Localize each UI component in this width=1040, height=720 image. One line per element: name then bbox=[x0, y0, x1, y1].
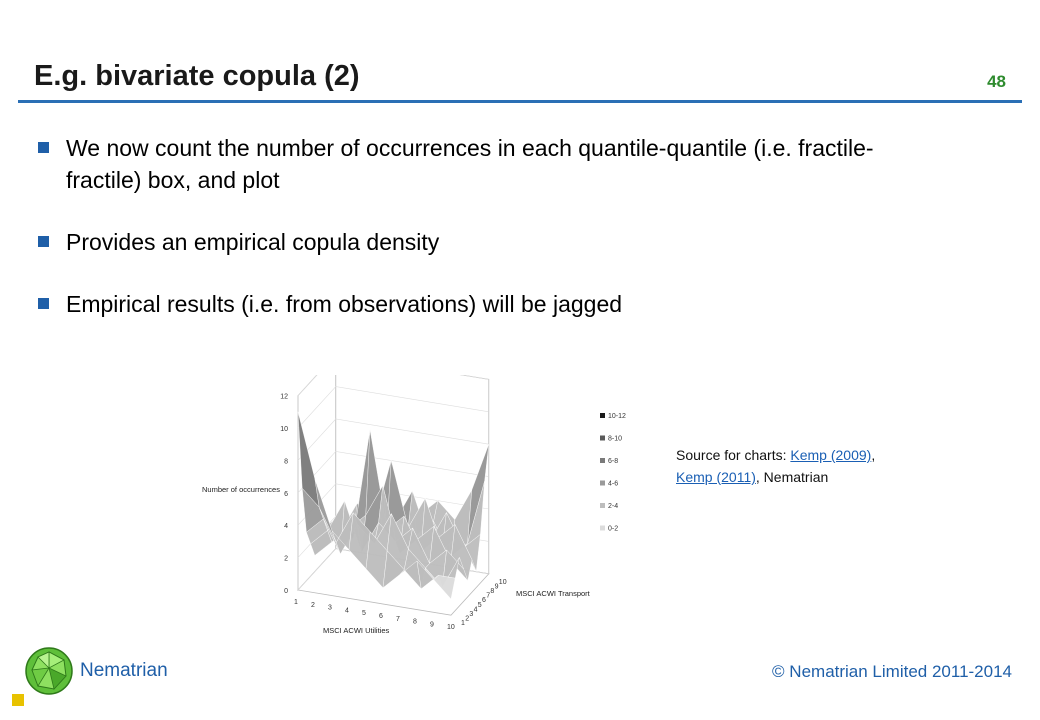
nematrian-logo-icon bbox=[24, 646, 74, 701]
bullet-item bbox=[38, 288, 938, 320]
source-suffix: , Nematrian bbox=[755, 469, 829, 485]
legend-label: 0-2 bbox=[608, 525, 619, 533]
x-tick-label: 8 bbox=[413, 618, 417, 626]
x-tick-label: 5 bbox=[362, 610, 366, 618]
bullet-item bbox=[38, 226, 938, 258]
bullet-marker-icon bbox=[38, 236, 49, 247]
chart-svg bbox=[190, 375, 640, 640]
bullet-text: Empirical results (i.e. from observations) will be jagged bbox=[66, 291, 623, 317]
x-tick-label: 1 bbox=[294, 599, 298, 606]
legend-swatch bbox=[600, 481, 605, 486]
y-tick-label: 3 bbox=[469, 611, 474, 618]
bullet-text: We now count the number of occurrences in each quantile-quantile (i.e. fractile-fractile) box, and plot bbox=[66, 135, 874, 193]
legend-label: 6-8 bbox=[608, 458, 619, 465]
bullet-text: Provides an empirical copula density bbox=[66, 229, 440, 255]
z-tick-label: 0 bbox=[284, 588, 288, 595]
y-tick-label: 9 bbox=[494, 583, 499, 591]
legend-label: 4-6 bbox=[608, 480, 619, 488]
footer-brand: Nematrian bbox=[80, 660, 168, 681]
x-tick-label: 10 bbox=[447, 624, 455, 632]
legend-swatch bbox=[600, 413, 605, 418]
z-tick-label: 8 bbox=[284, 458, 288, 466]
legend-label: 2-4 bbox=[608, 503, 619, 510]
x-tick-label: 6 bbox=[379, 613, 383, 620]
footer-copyright: © Nematrian Limited 2011-2014 bbox=[772, 662, 1012, 681]
y-tick-label: 2 bbox=[465, 615, 470, 623]
legend-swatch bbox=[600, 458, 605, 463]
x-tick-label: 7 bbox=[396, 615, 400, 623]
z-tick-label: 2 bbox=[284, 555, 288, 563]
x-tick-label: 3 bbox=[328, 604, 332, 612]
y-tick-label: 8 bbox=[490, 588, 495, 595]
y-axis-title: MSCI ACWI Transport bbox=[516, 589, 590, 598]
bullet-item bbox=[38, 132, 938, 196]
legend-swatch bbox=[600, 526, 605, 531]
bullet-marker-icon bbox=[38, 142, 49, 153]
copula-surface-chart bbox=[190, 375, 640, 640]
source-prefix: Source for charts: bbox=[676, 447, 791, 463]
page-number: 48 bbox=[987, 72, 1006, 91]
kemp-2009-link[interactable]: Kemp (2009) bbox=[790, 447, 872, 463]
kemp-2011-link[interactable]: Kemp (2011) bbox=[676, 469, 756, 485]
x-tick-label: 2 bbox=[311, 601, 315, 609]
bullet-marker-icon bbox=[38, 298, 49, 309]
y-tick-label: 10 bbox=[498, 578, 507, 586]
x-tick-label: 4 bbox=[345, 607, 349, 615]
z-axis-title: Number of occurrences bbox=[202, 485, 280, 494]
legend-label: 8-10 bbox=[608, 435, 623, 443]
legend-swatch bbox=[600, 436, 605, 441]
source-separator: , bbox=[871, 447, 876, 463]
z-tick-label: 12 bbox=[280, 393, 288, 401]
corner-marker bbox=[12, 694, 24, 706]
slide-title: E.g. bivariate copula (2) bbox=[34, 60, 360, 92]
x-tick-label: 9 bbox=[430, 621, 434, 629]
z-tick-label: 4 bbox=[284, 523, 288, 531]
y-tick-label: 6 bbox=[482, 597, 486, 605]
z-tick-label: 6 bbox=[284, 490, 288, 498]
source-note bbox=[676, 444, 936, 488]
legend-swatch bbox=[600, 503, 605, 508]
title-divider bbox=[18, 100, 1022, 103]
y-tick-label: 4 bbox=[473, 606, 478, 614]
y-tick-label: 1 bbox=[461, 620, 465, 628]
y-tick-label: 5 bbox=[477, 601, 482, 609]
legend-label: 10-12 bbox=[608, 413, 626, 420]
bullet-list bbox=[38, 132, 938, 320]
y-tick-label: 7 bbox=[486, 592, 491, 600]
x-axis-title: MSCI ACWI Utilities bbox=[323, 626, 390, 635]
z-tick-label: 10 bbox=[280, 426, 288, 433]
